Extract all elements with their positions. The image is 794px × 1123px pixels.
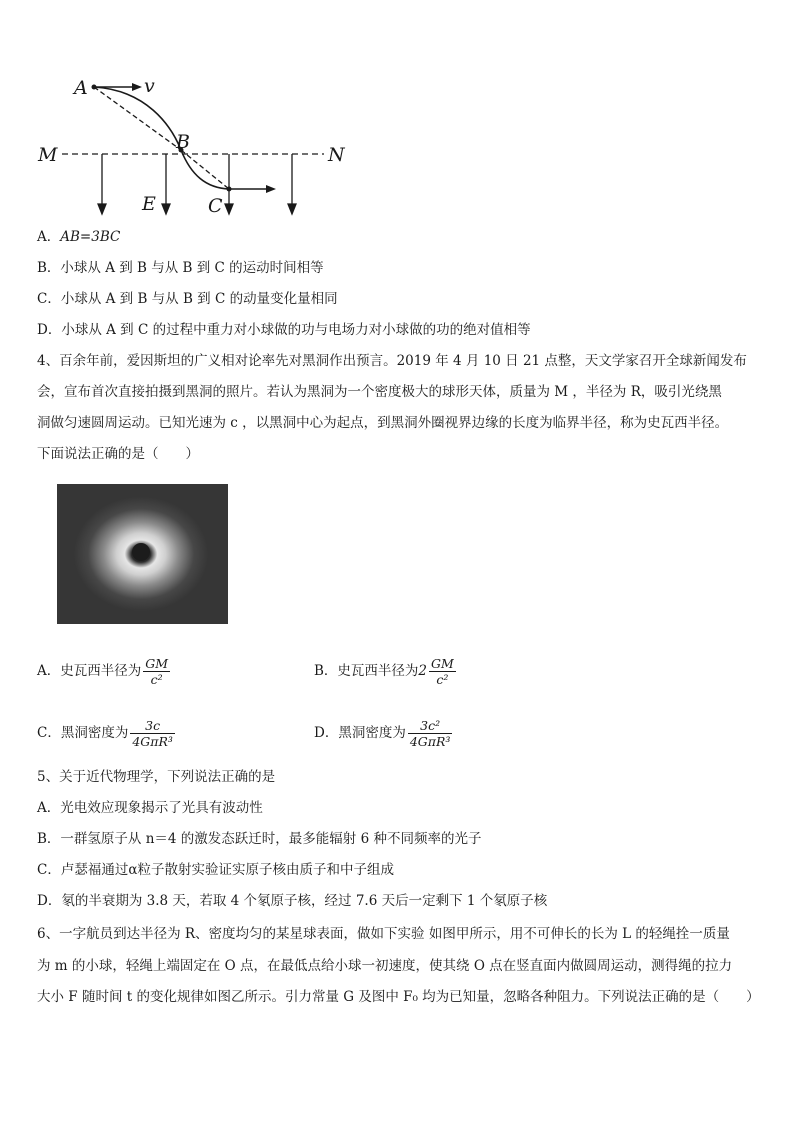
velocity-arrow xyxy=(132,83,142,91)
q6-stem-line2: 为 m 的小球，轻绳上端固定在 O 点，在最低点给小球一初速度，使其绕 O 点在竖直面内做圆周运动，测得绳的拉力 xyxy=(37,958,733,974)
q4-option-c: C．黑洞密度为 $\frac{3c}{\text{4GπR³}}$ xyxy=(37,718,173,749)
q5-option-a: A．光电效应现象揭示了光具有波动性 xyxy=(37,800,263,816)
label-e: E xyxy=(142,193,156,215)
fraction: $\frac{GM}{\text{c²}}$ xyxy=(145,656,169,687)
label-v: v xyxy=(144,75,155,97)
label-a: A xyxy=(74,77,88,99)
chord-ab xyxy=(94,87,181,150)
q3-option-c: C．小球从 A 到 B 与从 B 到 C 的动量变化量相同 xyxy=(37,291,338,307)
q5-option-d: D．氡的半衰期为 3.8 天，若取 4 个氡原子核，经过 7.6 天后一定剩下 1 个氡原子核 xyxy=(37,893,548,909)
motion-diagram xyxy=(36,70,356,225)
fraction: $\frac{\text{3c²}}{\text{4GπR³}}$ xyxy=(409,718,451,749)
q4-option-d: D．黑洞密度为 $\frac{\text{3c²}}{\text{4GπR³}}$ xyxy=(314,718,451,749)
q4-stem-line4: 下面说法正确的是（ ） xyxy=(37,446,199,462)
q4-stem-line3: 洞做匀速圆周运动。已知光速为 c ，以黑洞中心为起点，到黑洞外圈视界边缘的长度为临界半径，称为史瓦西半径。 xyxy=(37,415,729,431)
q4-stem-line1: 4、百余年前，爱因斯坦的广义相对论率先对黑洞作出预言。2019 年 4 月 10 日 21 点整，天文学家召开全球新闻发布 xyxy=(37,353,747,369)
q3-option-b: B．小球从 A 到 B 与从 B 到 C 的运动时间相等 xyxy=(37,260,324,276)
q5-option-c: C．卢瑟福通过α粒子散射实验证实原子核由质子和中子组成 xyxy=(37,862,394,878)
fraction: $\frac{GM}{\text{c²}}$ xyxy=(431,656,454,687)
label-c: C xyxy=(208,195,223,217)
q4-stem-line2: 会，宣布首次直接拍摄到黑洞的照片。若认为黑洞为一个密度极大的球形天体，质量为 M ，半径为 R，吸引光绕黑 xyxy=(37,384,722,400)
chord-bc xyxy=(181,150,229,189)
label-b: B xyxy=(176,131,190,153)
q6-stem-line3: 大小 F 随时间 t 的变化规律如图乙所示。引力常量 G 及图中 F₀ 均为已知量，忽略各种阻力。下列说法正确的是（ ） xyxy=(37,989,760,1005)
black-hole-image xyxy=(57,484,228,624)
point-c xyxy=(227,187,232,192)
velocity-arrow-c xyxy=(266,185,276,193)
q4-option-b: B．史瓦西半径为2 $\frac{GM}{\text{c²}}$ xyxy=(314,656,454,687)
q5-stem: 5、关于近代物理学，下列说法正确的是 xyxy=(37,769,276,785)
label-m: M xyxy=(38,144,58,166)
q4-option-a: A．史瓦西半径为 $\frac{GM}{\text{c²}}$ xyxy=(37,656,169,687)
q3-option-a: A．AB=3BC xyxy=(37,229,121,245)
q5-option-b: B．一群氢原子从 n＝4 的激发态跃迁时，最多能辐射 6 种不同频率的光子 xyxy=(37,831,482,847)
q6-stem-line1: 6、一字航员到达半径为 R、密度均匀的某星球表面，做如下实验 如图甲所示，用不可伸长的长为 L 的轻绳拴一质量 xyxy=(37,926,730,942)
fraction: $\frac{3c}{\text{4GπR³}}$ xyxy=(132,718,173,749)
point-a xyxy=(92,85,97,90)
label-n: N xyxy=(328,144,345,166)
q3-option-d: D．小球从 A 到 C 的过程中重力对小球做的功与电场力对小球做的功的绝对值相等 xyxy=(37,322,531,338)
